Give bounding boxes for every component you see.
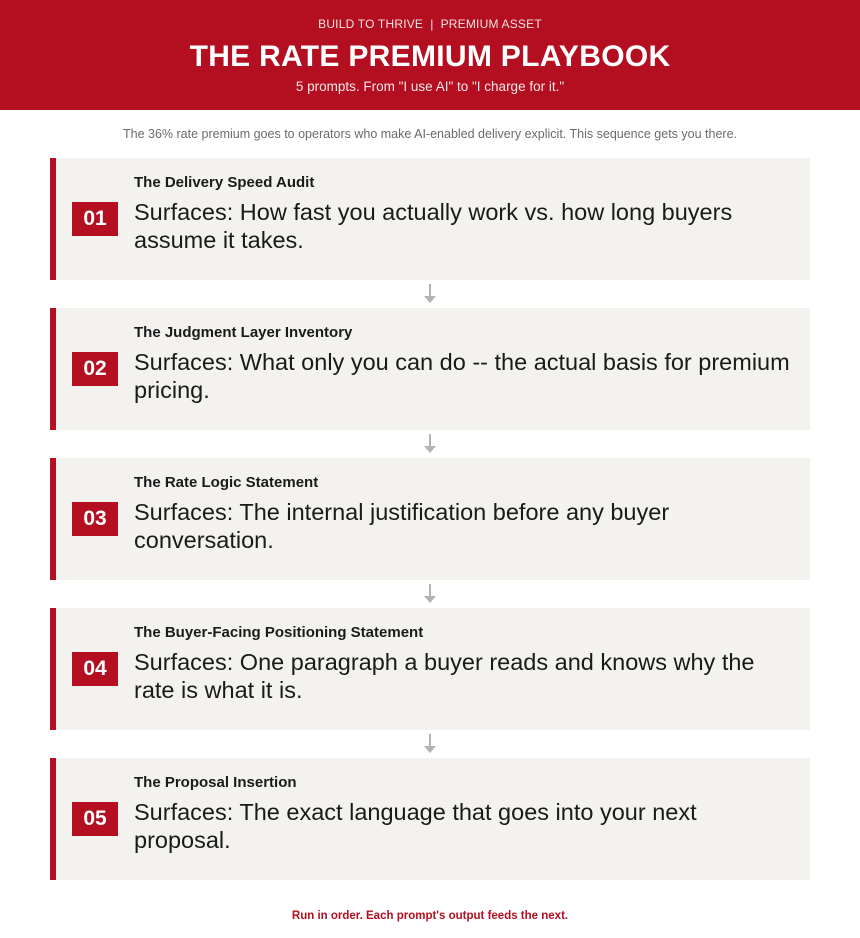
step-number-badge: 04 xyxy=(72,652,118,686)
step-title: The Delivery Speed Audit xyxy=(134,174,315,191)
arrow-down-icon xyxy=(424,734,436,754)
arrow-down-icon xyxy=(424,284,436,304)
step-connector xyxy=(50,580,810,608)
footer-note: Run in order. Each prompt's output feeds the next. xyxy=(291,910,569,922)
eyebrow-label: BUILD TO THRIVE | PREMIUM ASSET xyxy=(318,17,542,31)
step-number-badge: 05 xyxy=(72,802,118,836)
step-description: Surfaces: How fast you actually work vs. how long buyers assume it takes. xyxy=(134,199,733,253)
step-card xyxy=(50,308,810,430)
intro-text: The 36% rate premium goes to operators who make AI-enabled delivery explicit. This sequence gets you there. xyxy=(123,127,737,141)
step-card xyxy=(50,608,810,730)
step-title: The Proposal Insertion xyxy=(134,774,297,791)
step-description: Surfaces: The exact language that goes into your next proposal. xyxy=(134,799,697,853)
step-card xyxy=(50,458,810,580)
step-number-badge: 03 xyxy=(72,502,118,536)
step-number-badge: 01 xyxy=(72,202,118,236)
prompt-sequence xyxy=(50,158,810,880)
arrow-down-icon xyxy=(424,584,436,604)
step-title: The Rate Logic Statement xyxy=(134,474,319,491)
step-description: Surfaces: What only you can do -- the actual basis for premium pricing. xyxy=(134,349,790,403)
step-card xyxy=(50,158,810,280)
step-connector xyxy=(50,730,810,758)
step-card xyxy=(50,758,810,880)
page-subtitle: 5 prompts. From "I use AI" to "I charge for it." xyxy=(295,79,565,94)
step-connector xyxy=(50,280,810,308)
step-description: Surfaces: The internal justification before any buyer conversation. xyxy=(134,499,670,553)
page-title: THE RATE PREMIUM PLAYBOOK xyxy=(189,40,671,73)
arrow-down-icon xyxy=(424,434,436,454)
header-banner xyxy=(0,0,860,110)
step-connector xyxy=(50,430,810,458)
step-description: Surfaces: One paragraph a buyer reads and knows why the rate is what it is. xyxy=(134,649,755,703)
step-title: The Judgment Layer Inventory xyxy=(134,324,353,341)
step-number-badge: 02 xyxy=(72,352,118,386)
step-title: The Buyer-Facing Positioning Statement xyxy=(134,624,424,641)
